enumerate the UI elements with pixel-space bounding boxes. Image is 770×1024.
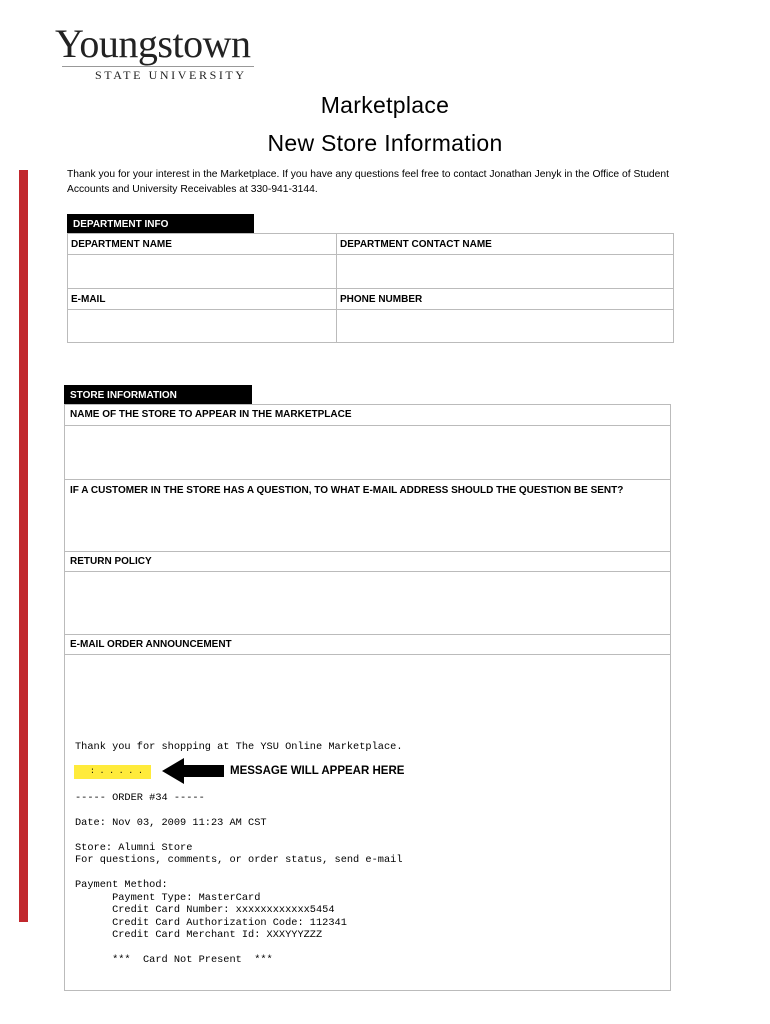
email-announcement-label: E-MAIL ORDER ANNOUNCEMENT	[70, 639, 232, 650]
question-email-label: IF A CUSTOMER IN THE STORE HAS A QUESTION, TO WHAT E-MAIL ADDRESS SHOULD THE QUESTION BE SENT?	[70, 485, 624, 496]
side-accent-bar	[19, 170, 28, 922]
email-label: E-MAIL	[68, 289, 337, 310]
sample-store-line: Store: Alumni Store	[75, 842, 193, 854]
sample-card-number: Credit Card Number: xxxxxxxxxxxx5454	[75, 904, 335, 916]
arrow-left-icon	[162, 758, 224, 784]
department-name-label: DEPARTMENT NAME	[68, 234, 337, 255]
sample-payment-method: Payment Method:	[75, 879, 168, 891]
message-appear-label: MESSAGE WILL APPEAR HERE	[230, 765, 405, 777]
question-email-field[interactable]	[65, 500, 670, 550]
sample-auth-code: Credit Card Authorization Code: 112341	[75, 917, 347, 929]
department-contact-field[interactable]	[337, 255, 674, 289]
divider	[64, 634, 671, 635]
department-table	[67, 233, 674, 343]
department-name-field[interactable]	[68, 255, 337, 289]
department-section-header: DEPARTMENT INFO	[67, 214, 254, 234]
email-field[interactable]	[68, 310, 337, 343]
page-subtitle: New Store Information	[267, 130, 503, 156]
sample-questions-line: For questions, comments, or order status, send e-mail	[75, 854, 403, 866]
return-policy-field[interactable]	[65, 572, 670, 633]
intro-text: Thank you for your interest in the Marketplace. If you have any questions feel free to contact Jonathan Jenyk in the Office of Student Accounts and University Receivables at 330-941-3144.	[67, 169, 669, 195]
return-policy-label: RETURN POLICY	[70, 556, 152, 567]
message-placeholder-highlight: : . . . . .	[74, 765, 151, 779]
sample-email-greeting: Thank you for shopping at The YSU Online Marketplace.	[75, 741, 403, 753]
phone-label: PHONE NUMBER	[337, 289, 674, 310]
store-name-label: NAME OF THE STORE TO APPEAR IN THE MARKETPLACE	[70, 409, 352, 420]
logo-divider	[62, 66, 254, 67]
store-name-field[interactable]	[65, 426, 670, 479]
logo-wordmark: Youngstown	[55, 21, 251, 66]
divider	[64, 551, 671, 552]
department-contact-label: DEPARTMENT CONTACT NAME	[337, 234, 674, 255]
sample-order-line: ----- ORDER #34 -----	[75, 792, 205, 804]
sample-date-line: Date: Nov 03, 2009 11:23 AM CST	[75, 817, 267, 829]
page-title: Marketplace	[320, 92, 450, 118]
store-section-header: STORE INFORMATION	[64, 385, 252, 405]
sample-merchant-id: Credit Card Merchant Id: XXXYYYZZZ	[75, 929, 323, 941]
phone-field[interactable]	[337, 310, 674, 343]
divider	[64, 654, 671, 655]
divider	[64, 479, 671, 480]
sample-card-not-present: *** Card Not Present ***	[75, 954, 273, 966]
sample-payment-type: Payment Type: MasterCard	[75, 892, 261, 904]
logo-subtitle: STATE UNIVERSITY	[95, 68, 247, 82]
